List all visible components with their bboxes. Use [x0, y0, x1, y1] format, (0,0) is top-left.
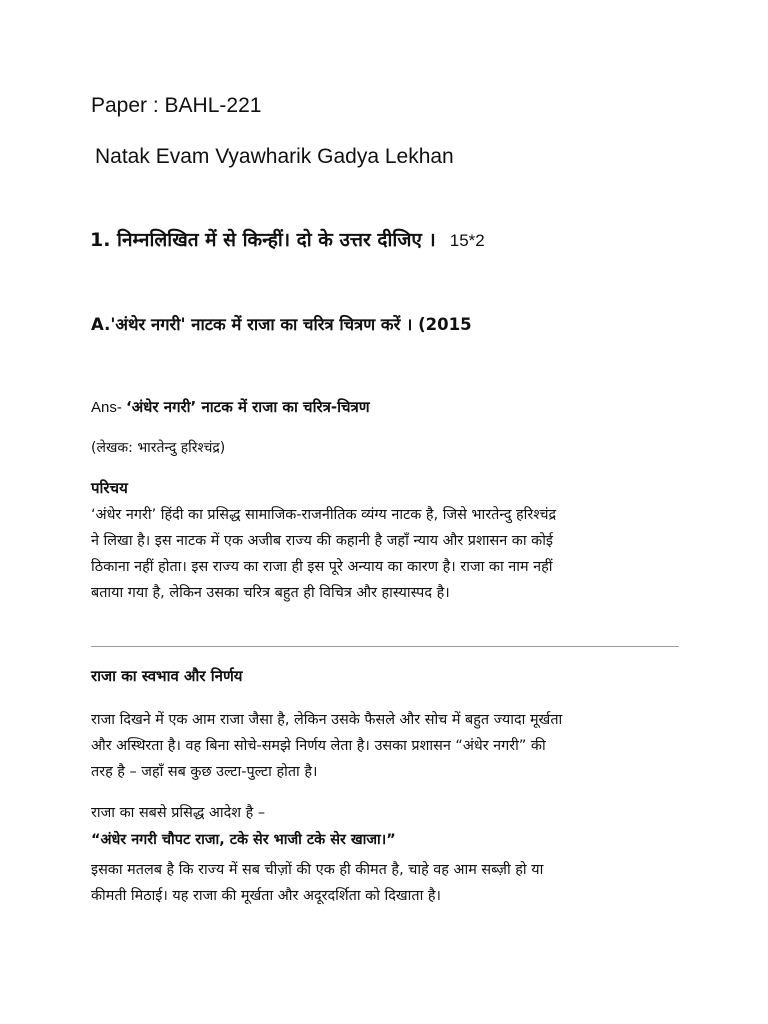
author-line: (लेखक: भारतेन्दु हरिश्चंद्र)	[91, 440, 226, 456]
answer-title: ‘अंधेर नगरी’ नाटक में राजा का चरित्र-चित्रण	[126, 398, 370, 416]
answer-heading	[91, 397, 370, 417]
section-divider	[91, 646, 679, 647]
paragraph-line: राजा दिखने में एक आम राजा जैसा है, लेकिन उसके फैसले और सोच में बहुत ज्यादा मूर्खता	[91, 712, 563, 728]
paragraph-line: और अस्थिरता है। वह बिना सोचे-समझे निर्णय लेता है। उसका प्रशासन “अंधेर नगरी” की	[91, 738, 546, 754]
question-text: 1. निम्नलिखित में से किन्हीं। दो के उत्तर दीजिए ।	[90, 229, 436, 251]
question-heading	[90, 226, 485, 252]
order-intro: राजा का सबसे प्रसिद्ध आदेश है –	[91, 805, 266, 821]
paragraph-line: बताया गया है, लेकिन उसका चरित्र बहुत ही विचित्र और हास्यास्पद है।	[91, 585, 450, 601]
nature-paragraph	[91, 707, 691, 785]
paragraph-line: ‘अंधेर नगरी’ हिंदी का प्रसिद्ध सामाजिक-राजनीतिक व्यंग्य नाटक है, जिसे भारतेन्दु हरिश्चंद्र	[91, 507, 557, 523]
course-title: Natak Evam Vyawharik Gadya Lekhan	[95, 145, 454, 168]
order-quote: “अंधेर नगरी चौपट राजा, टके सेर भाजी टके सेर खाजा।”	[91, 832, 396, 848]
paragraph-line: इसका मतलब है कि राज्य में सब चीज़ों की एक ही कीमत है, चाहे वह आम सब्ज़ी हो या	[91, 862, 544, 878]
answer-prefix: Ans-	[91, 399, 127, 416]
paragraph-line: ने लिखा है। इस नाटक में एक अजीब राज्य की कहानी है जहाँ न्याय और प्रशासन का कोई	[91, 533, 553, 549]
intro-paragraph	[91, 502, 691, 606]
question-marks: 15*2	[449, 231, 485, 250]
order-paragraph	[91, 857, 691, 909]
subquestion: A.'अंथेर नगरी' नाटक में राजा का चरित्र चित्रण करें । (2015	[91, 315, 472, 334]
paragraph-line: ठिकाना नहीं होता। इस राज्य का राजा ही इस पूरे अन्याय का कारण है। राजा का नाम नहीं	[91, 559, 553, 575]
paper-code: Paper : BAHL-221	[91, 94, 262, 117]
paragraph-line: कीमती मिठाई। यह राजा की मूर्खता और अदूरदर्शिता को दिखाता है।	[91, 888, 441, 904]
nature-heading: राजा का स्वभाव और निर्णय	[91, 667, 243, 685]
paragraph-line: तरह है – जहाँ सब कुछ उल्टा-पुल्टा होता है।	[91, 764, 318, 780]
intro-heading: परिचय	[91, 479, 128, 497]
